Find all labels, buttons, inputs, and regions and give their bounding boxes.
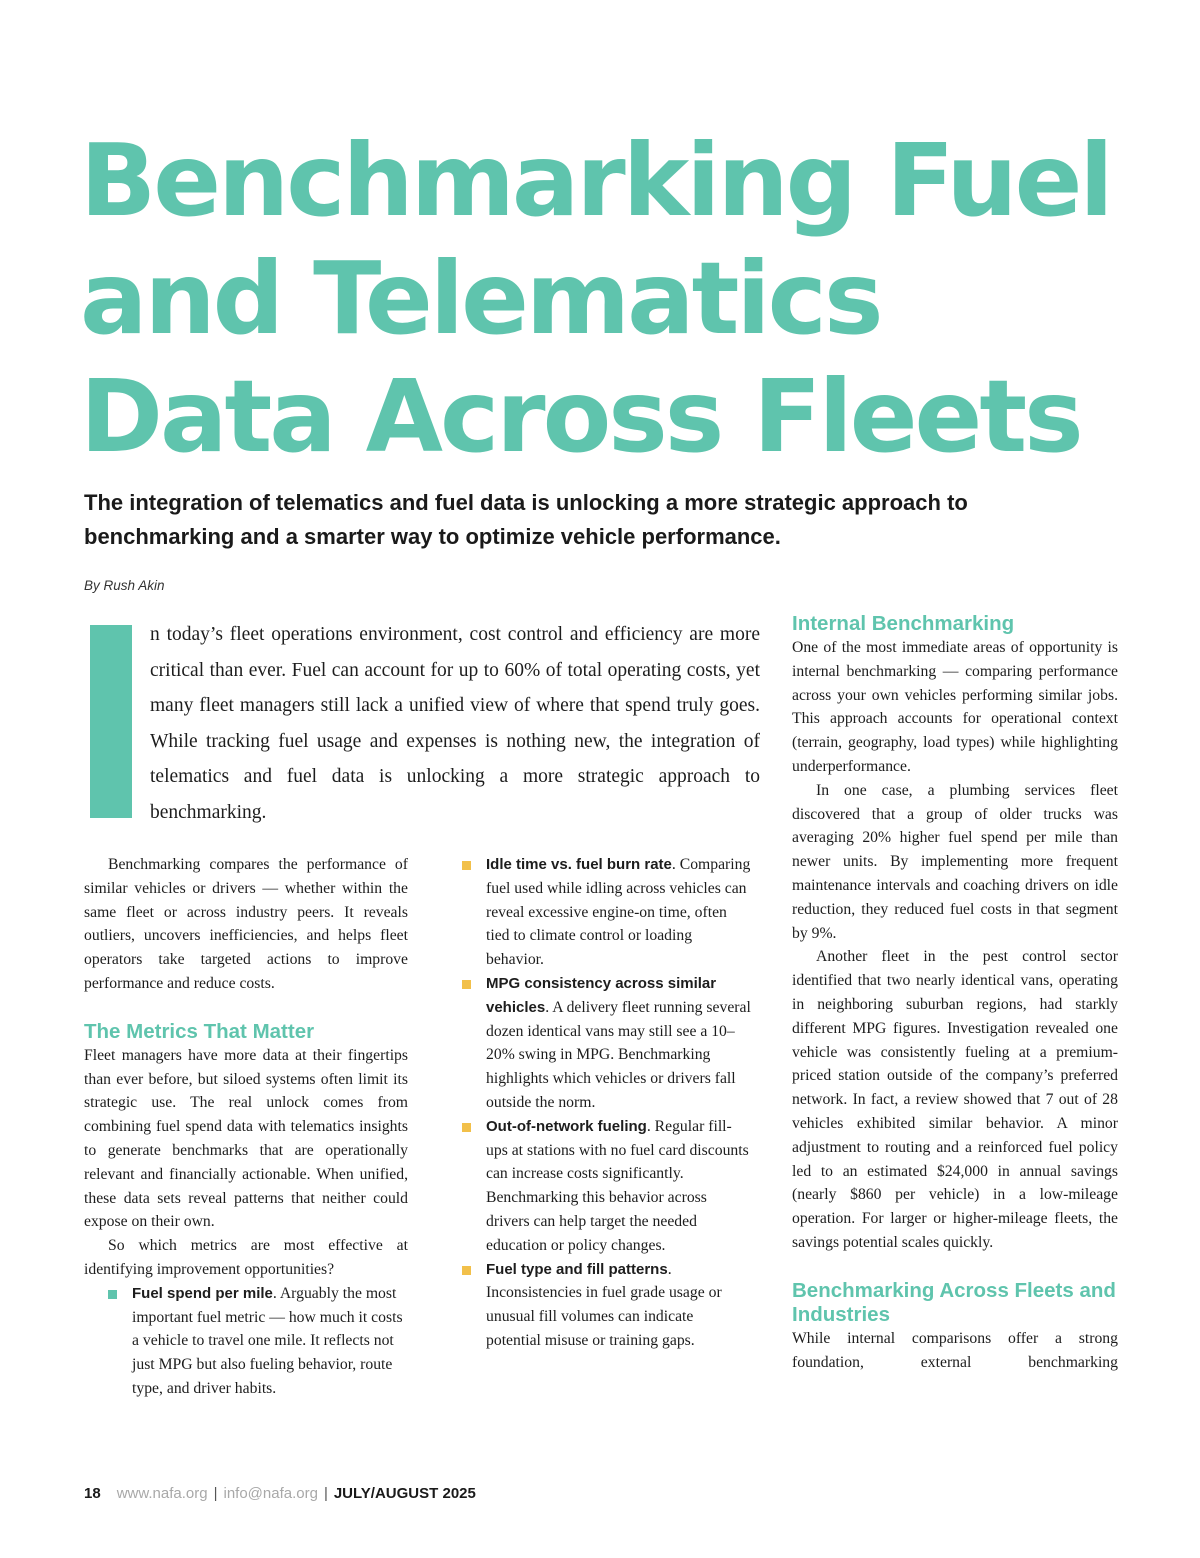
article-title — [80, 122, 1160, 476]
bullet-text: . A delivery fleet running several dozen identical vans may still see a 10–20% swing in MPG. Benchmarking highlights which vehicles or drivers fall outside the norm. — [486, 998, 751, 1111]
heading-internal-benchmarking: Internal Benchmarking — [792, 612, 1015, 635]
metrics-paragraph: Fleet managers have more data at their fingertips than ever before, but siloed systems often limit its strategic use. The real unlock comes from combining fuel spend data with telematics insights to generate benchmarks that are operationally relevant and financially actionable. When unified, these data sets reveal patterns that neither could expose on their own. — [84, 1046, 408, 1231]
column-middle — [460, 853, 752, 1353]
bullet-fuel-spend-per-mile — [84, 1282, 408, 1401]
bullet-lead: MPG consistency across similar vehicles — [486, 974, 717, 1016]
metrics-question: So which metrics are most effective at identifying improvement opportunities? — [84, 1237, 408, 1278]
square-bullet-icon — [462, 1123, 471, 1132]
internal-paragraph-2: In one case, a plumbing services fleet discovered that a group of older trucks was averaging 20% higher fuel spend per mile than newer units. By implementing more frequent maintenance intervals and coaching drivers on idle reduction, they reduced fuel costs in that segment by 9%. — [792, 781, 1118, 942]
drop-cap-letter — [90, 625, 132, 818]
square-bullet-icon — [462, 861, 471, 870]
title-line-3: Data Across Fleets — [80, 358, 1081, 475]
bullet-lead: Idle time vs. fuel burn rate — [486, 856, 672, 873]
issue-date: JULY/AUGUST 2025 — [333, 1485, 476, 1502]
bullet-mpg-consistency — [460, 972, 752, 1115]
across-fleets-paragraph: While internal comparisons offer a strong foundation, external benchmarking — [792, 1329, 1118, 1371]
email-link[interactable]: info@nafa.org — [223, 1485, 318, 1502]
bullet-idle-time — [460, 853, 752, 972]
column-right — [792, 612, 1118, 1374]
bullet-fuel-type — [460, 1258, 752, 1353]
footer-separator: | — [323, 1485, 328, 1502]
intro-paragraph: Benchmarking compares the performance of similar vehicles or drivers — whether within the same fleet or across industry peers. It reveals outliers, uncovers inefficiencies, and helps fleet operators take targeted actions to improve performance and reduce costs. — [84, 856, 408, 992]
heading-metrics-that-matter: The Metrics That Matter — [84, 1019, 315, 1043]
square-bullet-icon — [462, 1266, 471, 1275]
title-line-1: Benchmarking Fuel — [80, 122, 1111, 239]
bullet-text: . Comparing fuel used while idling across vehicles can reveal excessive engine-on time, often tied to climate control or loading behavior. — [486, 856, 751, 969]
footer-separator: | — [213, 1485, 218, 1502]
bullet-lead: Fuel spend per mile — [132, 1284, 273, 1302]
byline: By Rush Akin — [84, 578, 165, 593]
bullet-out-of-network — [460, 1115, 752, 1258]
lede-paragraph: n today’s fleet operations environment, cost control and efficiency are more critical than ever. Fuel can account for up to 60% of total operating costs, yet many fleet managers still lack a unified view of where that spend truly goes. While tracking fuel usage and expenses is nothing new, the integration of telematics and fuel data is unlocking a more strategic approach to benchmarking. — [150, 624, 760, 823]
page-number: 18 — [84, 1485, 101, 1502]
square-bullet-icon — [108, 1290, 117, 1299]
internal-paragraph-3: Another fleet in the pest control sector identified that two nearly identical vans, operating in neighboring suburban regions, had starkly different MPG figures. Investigation revealed one vehicle was consistently fueling at a premium-priced station outside of the company’s preferred network. In fact, a review showed that 7 out of 28 vehicles exhibited similar behavior. A minor adjustment to routing and a reinforced fuel policy led to an estimated $24,000 in annual savings (nearly $860 per vehicle) in a low-mileage operation. For larger or higher-mileage fleets, the savings potential scales quickly. — [792, 948, 1118, 1251]
square-bullet-icon — [462, 980, 471, 989]
heading-across-fleets: Benchmarking Across Fleets and Industries — [792, 1278, 1116, 1326]
bullet-lead: Out-of-network fueling — [486, 1117, 647, 1135]
article-deck: The integration of telematics and fuel data is unlocking a more strategic approach to benchmarking and a smarter way to optimize vehicle performance. — [84, 490, 968, 549]
bullet-text: . Inconsistencies in fuel grade usage or unusual fill volumes can indicate potential misuse or training gaps. — [486, 1260, 722, 1349]
bullet-text: . Arguably the most important fuel metric — how much it costs a vehicle to travel one mile. It reflects not just MPG but also fueling behavior, route type, and driver habits. — [132, 1284, 403, 1397]
page-footer — [84, 1485, 476, 1502]
internal-paragraph-1: One of the most immediate areas of opportunity is internal benchmarking — comparing performance across your own vehicles performing similar jobs. This approach accounts for operational context (terrain, geography, load types) while highlighting underperformance. — [792, 639, 1118, 775]
website-link[interactable]: www.nafa.org — [116, 1485, 208, 1502]
title-line-2: and Telematics — [80, 240, 881, 357]
bullet-lead: Fuel type and fill patterns — [486, 1260, 668, 1278]
column-left — [84, 853, 408, 1401]
bullet-text: . Regular fill-ups at stations with no fuel card discounts can increase costs significantly. Benchmarking this behavior across drivers can help target the needed education or policy changes. — [486, 1117, 749, 1254]
